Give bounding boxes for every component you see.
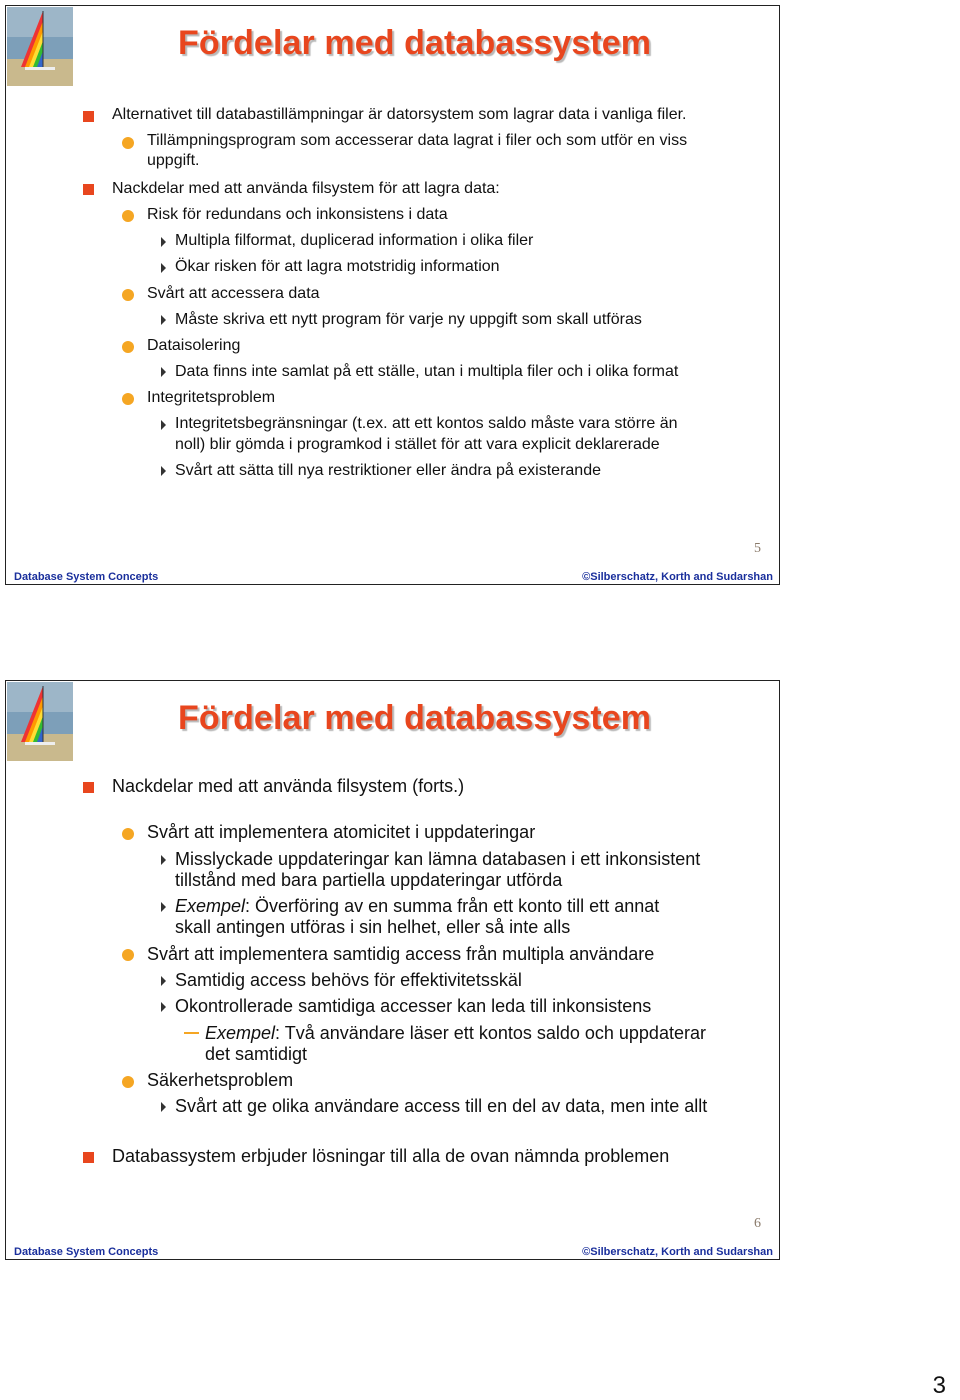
triangle-bullet-icon [161,855,166,865]
bullet-text: Nackdelar med att använda filsystem för att lagra data: [112,180,500,197]
circle-bullet-icon [122,210,134,222]
page-number: 3 [932,1372,946,1399]
slide-5 [5,5,780,585]
footer-copyright: ©Silberschatz, Korth and Sudarshan [582,571,773,583]
sailboat-logo [7,7,73,86]
circle-bullet-icon [122,137,134,149]
square-bullet-icon [83,111,94,122]
slide-title: Fördelar med databassystem [178,24,652,62]
triangle-bullet-icon [161,1002,166,1012]
bullet-text: Okontrollerade samtidiga accesser kan leda till inkonsistens [175,996,652,1016]
dash-bullet-icon [184,1032,199,1034]
bullet-text: Data finns inte samlat på ett ställe, utan i multipla filer och i olika format [175,363,679,380]
triangle-bullet-icon [161,237,166,247]
slide-title: Fördelar med databassystem [178,699,652,737]
circle-bullet-icon [122,828,134,840]
bullet-text: Alternativet till databastillämpningar är datorsystem som lagrar data i vanliga filer. [112,106,687,123]
bullet-text-cont: tillstånd med bara partiella uppdateringar utförda [175,870,563,890]
slide-number: 5 [754,541,761,556]
bullet-text: Svårt att accessera data [147,285,320,302]
footer-copyright: ©Silberschatz, Korth and Sudarshan [582,1246,773,1258]
example-line [205,1023,706,1044]
triangle-bullet-icon [161,902,166,912]
bullet-text: Risk för redundans och inkonsistens i data [147,206,448,223]
bullet-text: Säkerhetsproblem [147,1070,294,1090]
sailboat-logo [7,682,73,761]
bullet-text: Multipla filformat, duplicerad information i olika filer [175,232,534,249]
circle-bullet-icon [122,341,134,353]
bullet-text: Databassystem erbjuder lösningar till alla de ovan nämnda problemen [112,1146,670,1166]
bullet-text: Nackdelar med att använda filsystem (forts.) [112,776,465,796]
triangle-bullet-icon [161,1102,166,1112]
bullet-text: Måste skriva ett nytt program för varje ny uppgift som skall utföras [175,311,642,328]
bullet-text: Tillämpningsprogram som accesserar data lagrat i filer och som utför en viss [147,132,688,149]
bullet-text: : Två användare läser ett kontos saldo och uppdaterar [275,1023,706,1043]
bullet-text: : Överföring av en summa från ett konto till ett annat [245,896,660,916]
square-bullet-icon [83,184,94,195]
circle-bullet-icon [122,289,134,301]
slide-6 [5,680,780,1260]
footer-course: Database System Concepts [14,571,159,583]
circle-bullet-icon [122,1076,134,1088]
example-label: Exempel [205,1023,276,1043]
bullet-text: Svårt att ge olika användare access till en del av data, men inte allt [175,1096,708,1116]
triangle-bullet-icon [161,466,166,476]
triangle-bullet-icon [161,367,166,377]
slide-number: 6 [754,1216,761,1231]
example-line [175,896,659,917]
footer-course: Database System Concepts [14,1246,159,1258]
bullet-text: Svårt att sätta till nya restriktioner eller ändra på existerande [175,462,601,479]
bullet-text: Svårt att implementera samtidig access från multipla användare [147,944,655,964]
square-bullet-icon [83,782,94,793]
triangle-bullet-icon [161,976,166,986]
bullet-text: Ökar risken för att lagra motstridig information [175,258,500,275]
circle-bullet-icon [122,949,134,961]
triangle-bullet-icon [161,420,166,430]
bullet-text-cont: skall antingen utföras i sin helhet, eller så inte alls [175,917,571,937]
triangle-bullet-icon [161,263,166,273]
bullet-text-cont: noll) blir gömda i programkod i stället för att vara explicit deklarerade [175,436,660,453]
bullet-text-cont: uppgift. [147,152,200,169]
example-label: Exempel [175,896,246,916]
bullet-text: Integritetsbegränsningar (t.ex. att ett kontos saldo måste vara större än [175,415,678,432]
bullet-text: Samtidig access behövs för effektivitetsskäl [175,970,522,990]
bullet-text: Svårt att implementera atomicitet i uppdateringar [147,822,536,842]
circle-bullet-icon [122,393,134,405]
bullet-text: Dataisolering [147,337,241,354]
bullet-text: Misslyckade uppdateringar kan lämna databasen i ett inkonsistent [175,849,701,869]
bullet-text: Integritetsproblem [147,389,276,406]
square-bullet-icon [83,1152,94,1163]
triangle-bullet-icon [161,315,166,325]
bullet-text-cont: det samtidigt [205,1044,308,1064]
